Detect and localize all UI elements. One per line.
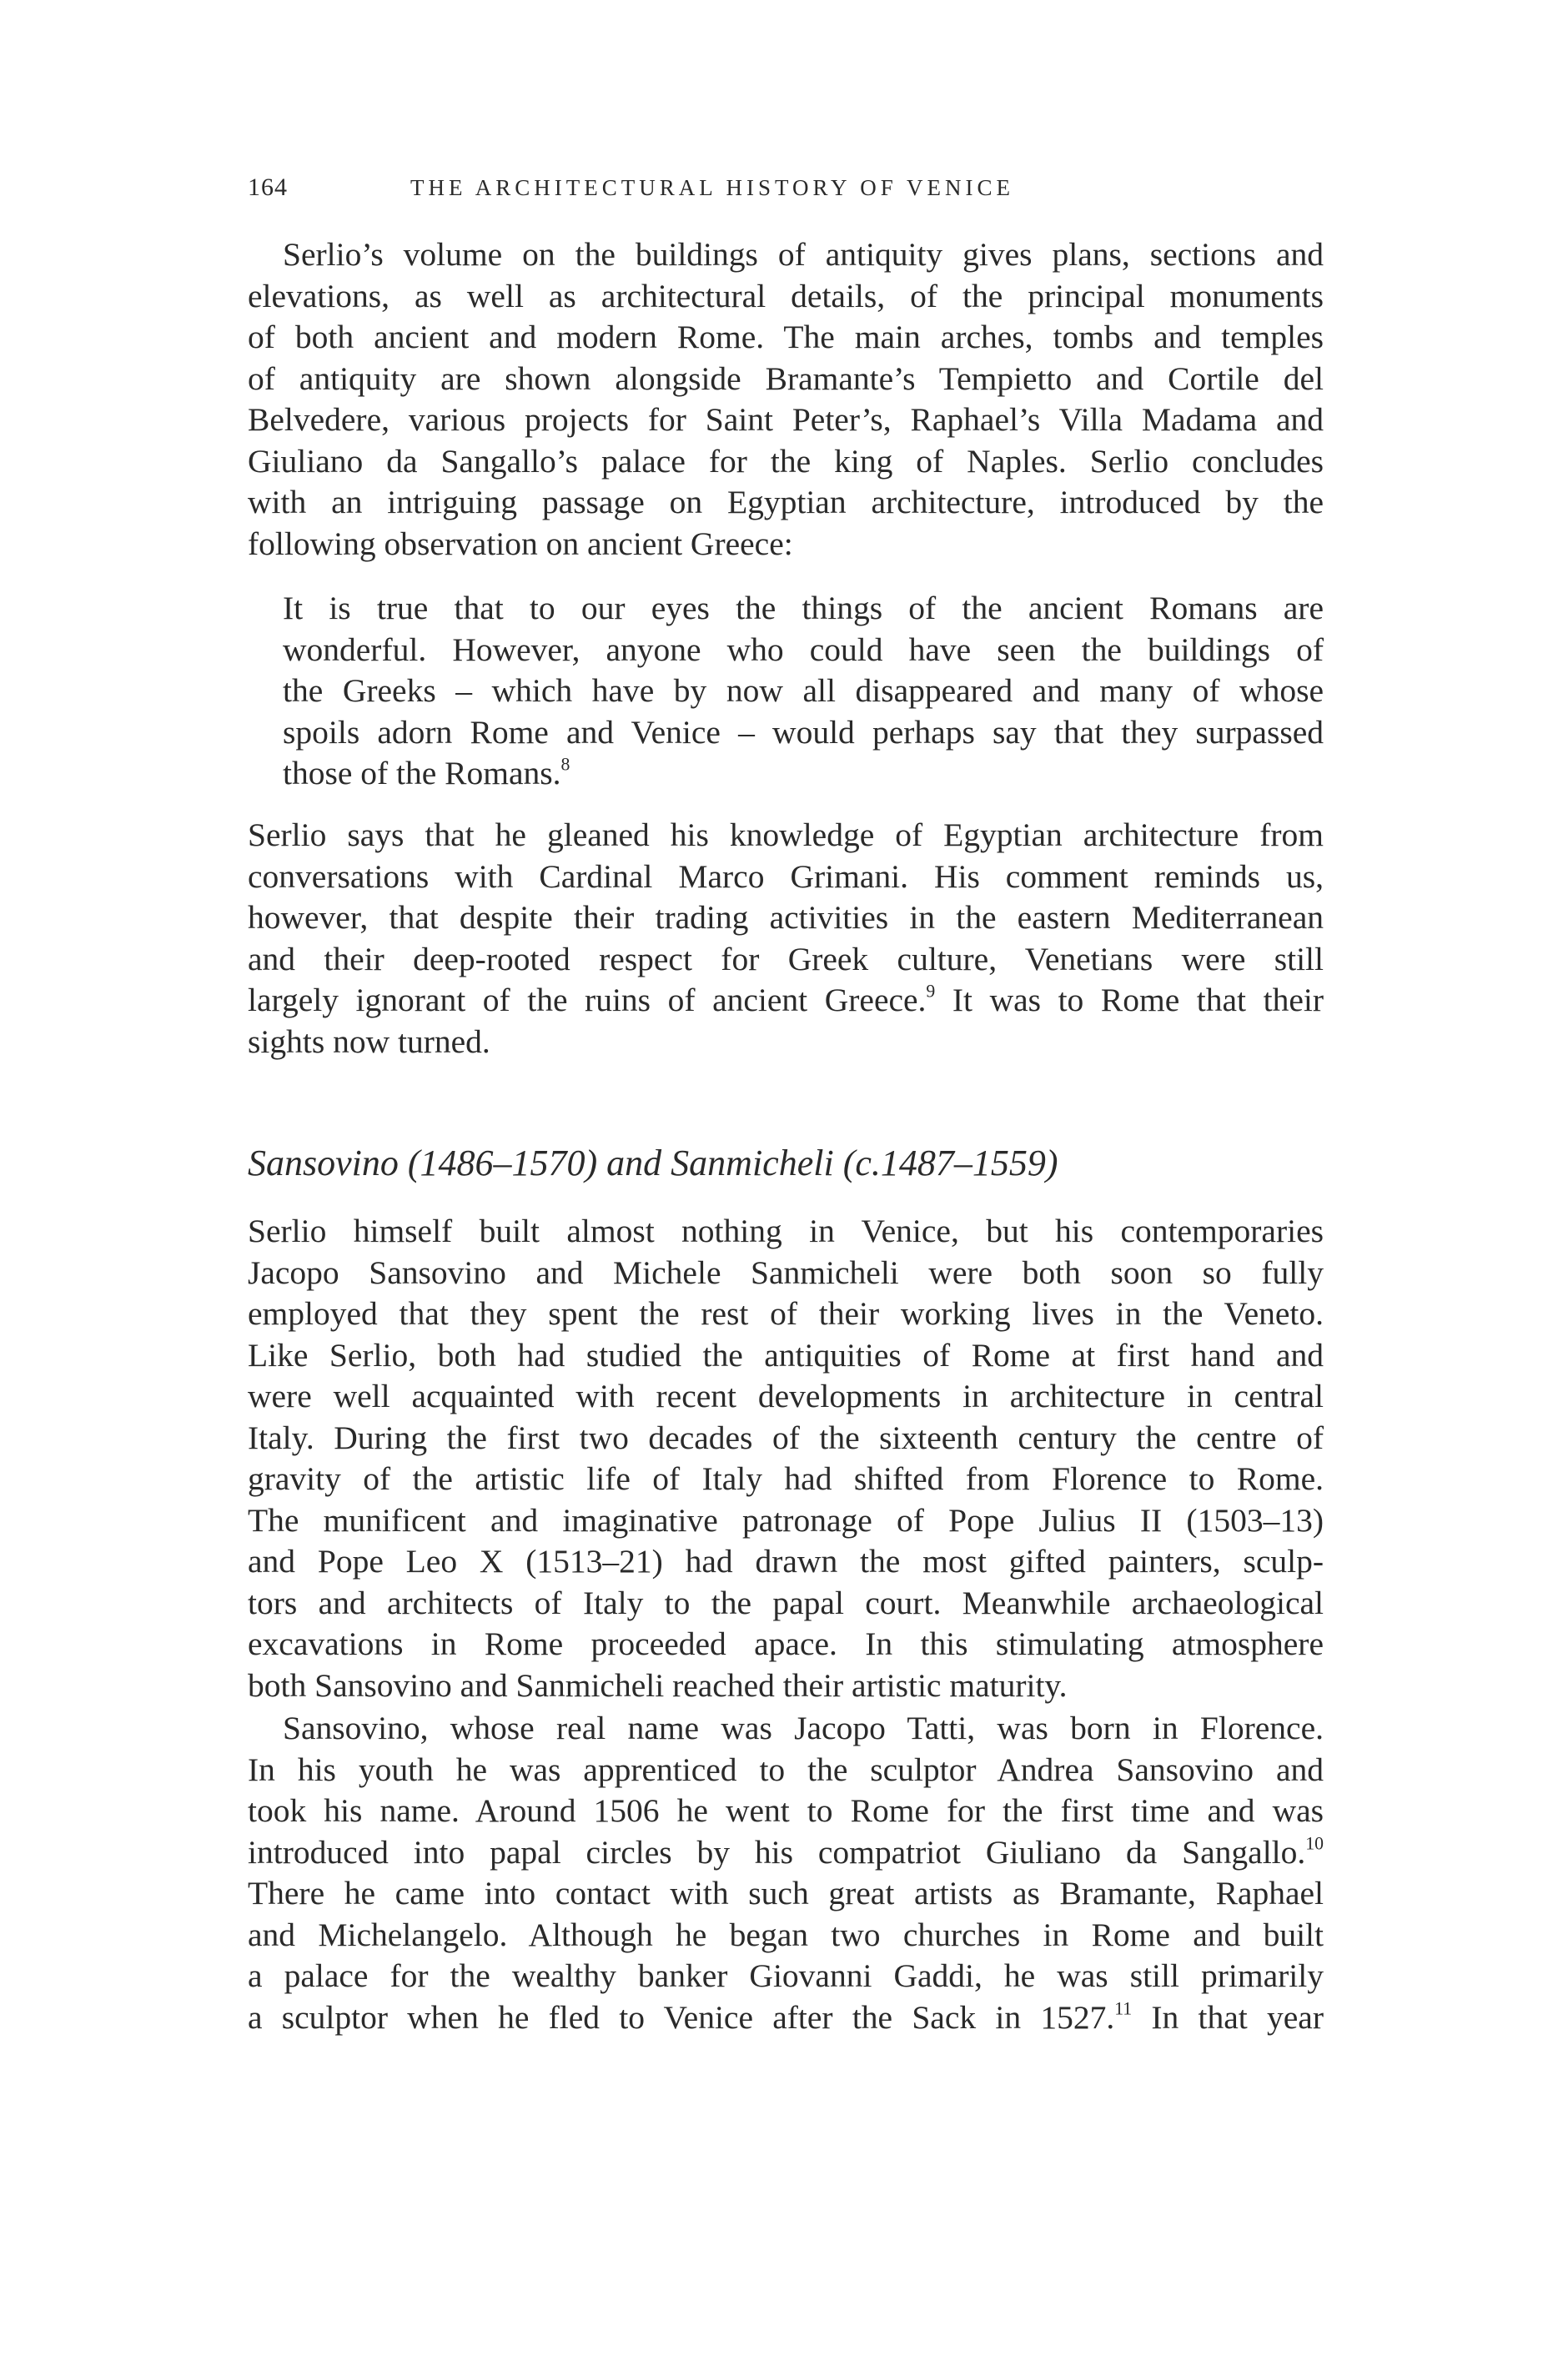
text-line: and their deep-rooted respect for Greek culture, Venetians were still bbox=[248, 940, 1324, 977]
text-line: sights now turned. bbox=[248, 1022, 490, 1060]
text-line: and Michelangelo. Although he began two churches in Rome and built bbox=[248, 1916, 1324, 1953]
text-line: Like Serlio, both had studied the antiquities of Rome at first hand and bbox=[248, 1336, 1324, 1374]
footnote-ref-11[interactable]: 11 bbox=[1114, 1998, 1133, 2019]
text-line: following observation on ancient Greece: bbox=[248, 525, 793, 562]
text-line: There he came into contact with such great artists as Bramante, Raphael bbox=[248, 1875, 1324, 1911]
text-line bbox=[248, 980, 1324, 1022]
text-line: took his name. Around 1506 he went to Rome for the first time and was bbox=[248, 1792, 1324, 1829]
text-line: with an intriguing passage on Egyptian architecture, introduced by the bbox=[248, 484, 1324, 520]
text-line: and Pope Leo X (1513–21) had drawn the most gifted painters, sculp- bbox=[248, 1543, 1324, 1580]
text-line: Giuliano da Sangallo’s palace for the king of Naples. Serlio concludes bbox=[248, 442, 1324, 480]
text-segment: a sculptor when he fled to Venice after the Sack in 1527. bbox=[248, 1998, 1115, 2036]
text-line: Serlio himself built almost nothing in Venice, but his contemporaries bbox=[248, 1213, 1324, 1249]
quote-line: wonderful. However, anyone who could have seen the buildings of bbox=[283, 630, 1324, 668]
footnote-ref-9[interactable]: 9 bbox=[926, 981, 936, 1002]
text-line: both Sansovino and Sanmicheli reached their artistic maturity. bbox=[248, 1666, 1068, 1704]
text-line bbox=[248, 1997, 1324, 2039]
text-line: were well acquainted with recent developments in architecture in central bbox=[248, 1378, 1324, 1414]
text-line: excavations in Rome proceeded apace. In this stimulating atmosphere bbox=[248, 1625, 1324, 1662]
footnote-ref-10[interactable]: 10 bbox=[1305, 1833, 1324, 1854]
text-line: however, that despite their trading activities in the eastern Mediterranean bbox=[248, 899, 1324, 936]
text-line: Serlio says that he gleaned his knowledge of Egyptian architecture from bbox=[248, 816, 1324, 853]
block-quotation bbox=[283, 588, 1324, 795]
text-line: conversations with Cardinal Marco Grimani. His comment reminds us, bbox=[248, 857, 1324, 895]
text-line: Jacopo Sansovino and Michele Sanmicheli were both soon so fully bbox=[248, 1253, 1324, 1291]
paragraph-serlio-volume bbox=[248, 234, 1324, 565]
running-head-title: THE ARCHITECTURAL HISTORY OF VENICE bbox=[410, 175, 1015, 200]
text-segment: introduced into papal circles by his compatriot Giuliano da Sangallo. bbox=[248, 1833, 1306, 1871]
text-line: Italy. During the first two decades of the sixteenth century the centre of bbox=[248, 1419, 1324, 1456]
text-segment: largely ignorant of the ruins of ancient Greece. bbox=[248, 982, 927, 1018]
text-line bbox=[248, 1832, 1324, 1874]
footnote-ref-8[interactable]: 8 bbox=[560, 754, 570, 775]
text-segment: It was to Rome that their bbox=[935, 982, 1324, 1018]
text-line: a palace for the wealthy banker Giovanni Gaddi, he was still primarily bbox=[248, 1957, 1324, 1994]
quote-line: It is true that to our eyes the things of the ancient Romans are bbox=[283, 590, 1324, 626]
quote-line-text: those of the Romans. bbox=[283, 755, 561, 791]
paragraph-sansovino-biography bbox=[248, 1708, 1324, 2038]
text-line: gravity of the artistic life of Italy had shifted from Florence to Rome. bbox=[248, 1460, 1324, 1497]
text-segment: In that year bbox=[1132, 1998, 1324, 2036]
quote-line: spoils adorn Rome and Venice – would perhaps say that they surpassed bbox=[283, 713, 1324, 751]
paragraph-serlio-contemporaries bbox=[248, 1211, 1324, 1706]
text-line: The munificent and imaginative patronage of Pope Julius II (1503–13) bbox=[248, 1501, 1324, 1539]
quote-line bbox=[283, 753, 1324, 795]
text-line: of antiquity are shown alongside Bramante’s Tempietto and Cortile del bbox=[248, 359, 1324, 397]
paragraph-egyptian-architecture bbox=[248, 815, 1324, 1062]
text-line: In his youth he was apprenticed to the sculptor Andrea Sansovino and bbox=[248, 1751, 1324, 1788]
text-line: Belvedere, various projects for Saint Peter’s, Raphael’s Villa Madama and bbox=[248, 401, 1324, 438]
page-number: 164 bbox=[248, 173, 288, 201]
text-line: employed that they spent the rest of their working lives in the Veneto. bbox=[248, 1295, 1324, 1332]
text-line: of both ancient and modern Rome. The main arches, tombs and temples bbox=[248, 319, 1324, 355]
text-line: Sansovino, whose real name was Jacopo Tatti, was born in Florence. bbox=[283, 1710, 1324, 1746]
text-line: tors and architects of Italy to the papal court. Meanwhile archaeological bbox=[248, 1584, 1324, 1621]
quote-line: the Greeks – which have by now all disappeared and many of whose bbox=[283, 672, 1324, 709]
text-line: Serlio’s volume on the buildings of antiquity gives plans, sections and bbox=[283, 236, 1324, 273]
section-heading: Sansovino (1486–1570) and Sanmicheli (c.1487–1559) bbox=[248, 1143, 1058, 1183]
text-line: elevations, as well as architectural details, of the principal monuments bbox=[248, 277, 1324, 314]
running-head bbox=[248, 167, 1324, 208]
